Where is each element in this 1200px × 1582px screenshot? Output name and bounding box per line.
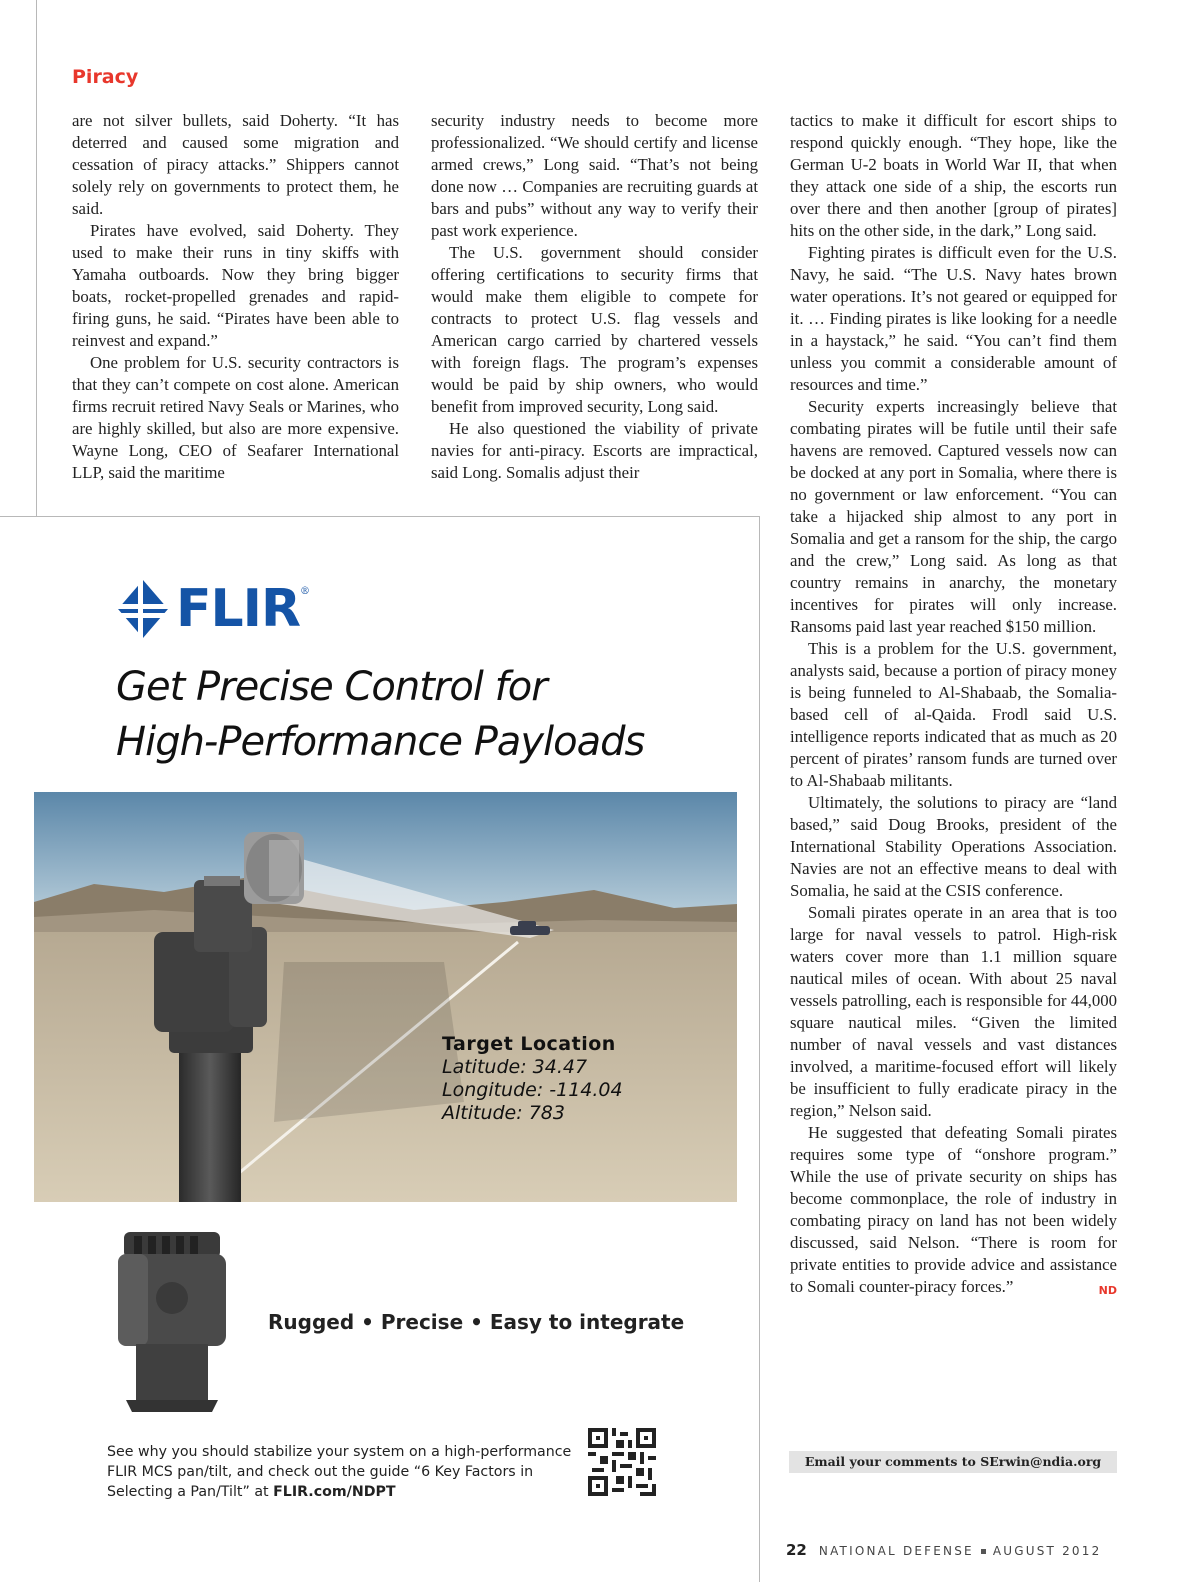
- publication-name: NATIONAL DEFENSE: [818, 1544, 974, 1558]
- paragraph: Security experts increasingly believe that combating pirates will be futile until their safe havens are removed. Captured vessels now can be docked at any port in Somalia, where there is no government or law enforcement. “You can take a hijacked ship almost to any port in Somalia and get a ransom for the ship, the cargo and the crew,” Long said. As long as that country remains in anarchy, the monetary incentives for pirates will only increase. Ransoms paid last year reached $150 million.: [790, 397, 1117, 636]
- ad-url-link[interactable]: FLIR.com/NDPT: [273, 1484, 396, 1500]
- left-rule: [36, 0, 37, 517]
- article-column-1: [72, 110, 399, 484]
- qr-code[interactable]: [588, 1428, 656, 1496]
- email-link[interactable]: SErwin@ndia.org: [980, 1454, 1102, 1469]
- paragraph: Fighting pirates is difficult even for the U.S. Navy, he said. “The U.S. Navy hates brown water operations. It’s not geared or equipped for it. … Finding pirates is like looking for a needle in a haystack,” he said. “You can’t find them unless you commit a considerable amount of resources and time.”: [790, 243, 1117, 394]
- flir-diamond-icon: [116, 578, 170, 640]
- separator-square: [981, 1549, 986, 1554]
- ad-body-copy: [107, 1442, 587, 1502]
- ad-headline-line-1: Get Precise Control for: [116, 664, 547, 710]
- target-location-title: Target Location: [442, 1033, 616, 1055]
- paragraph: One problem for U.S. security contractors is that they can’t compete on cost alone. American firms recruit retired Navy Seals or Marines, who are highly skilled, but also are more expensive. Wayne Long, CEO of Seafarer International LLP, said the maritime: [72, 353, 399, 482]
- page-number: 22: [786, 1541, 807, 1559]
- ad-border-right: [759, 516, 760, 1582]
- paragraph: Ultimately, the solutions to piracy are “land based,” said Doug Brooks, president of the International Stability Operations Association. Navies are not an effective means to deal with Somalia, he said at the CSIS conference.: [790, 793, 1117, 900]
- paragraph-text: He suggested that defeating Somali pirates requires some type of “onshore program.” While the use of private security on ships has become commonplace, the role of industry in combating piracy on land has not been widely discussed, said Nelson. “There is room for private entities to provide advice and assistance to Somali counter-piracy forces.”: [790, 1123, 1117, 1296]
- scene-illustration: [34, 792, 737, 1202]
- flir-logo: [116, 578, 356, 640]
- ad-border-top: [0, 516, 760, 517]
- article-column-2: [431, 110, 758, 484]
- ad-copy-line-1: See why you should stabilize your system on a high-performance: [107, 1444, 572, 1460]
- paragraph: The U.S. government should consider offering certifications to security firms that would make them eligible to compete for contracts to protect U.S. flag vessels and American cargo carried by chartered vessels with foreign flags. The program’s expenses would be paid by ship owners, who would benefit from improved security, Long said.: [431, 243, 758, 416]
- paragraph: Somali pirates operate in an area that is too large for naval vessels to patrol. High-risk waters cover more than 1.1 million square nautical miles of ocean. With about 25 naval vessels patrolling, each is responsible for 44,000 square nautical miles. “Given the limited number of naval vessels and vast distances involved, a maritime-focused effort will likely be insufficient to fully eradicate piracy in the region,” Nelson said.: [790, 903, 1117, 1120]
- flir-wordmark: FLIR: [176, 579, 301, 639]
- paragraph: He also questioned the viability of private navies for anti-piracy. Escorts are impractical, said Long. Somalis adjust their: [431, 419, 758, 482]
- article-column-3: [790, 110, 1117, 1302]
- ad-headline-line-2: High-Performance Payloads: [116, 719, 645, 765]
- pan-tilt-product-image: [108, 1226, 238, 1416]
- paragraph: [790, 1122, 1117, 1298]
- paragraph: This is a problem for the U.S. government, analysts said, because a portion of piracy money is being funneled to Al-Shabaab, the Somalia-based cell of al-Qaida. Frodl said U.S. intelligence reports indicated that as much as 20 percent of pirates’ ransom funds are turned over to Al-Shabaab militants.: [790, 639, 1117, 790]
- paragraph: Pirates have evolved, said Doherty. They used to make their runs in tiny skiffs with Yamaha outboards. Now they bring bigger boats, rocket-propelled grenades and rapid-firing guns, he said. “Pirates have been able to reinvest and expand.”: [72, 221, 399, 350]
- target-longitude: Longitude: -114.04: [442, 1079, 623, 1101]
- qr-code-icon: [588, 1428, 656, 1496]
- target-location-overlay: [442, 1032, 702, 1125]
- ad-copy-line-3-text: Selecting a Pan/Tilt” at: [107, 1484, 274, 1500]
- issue-date: AUGUST 2012: [992, 1544, 1102, 1558]
- ad-headline: [116, 660, 736, 770]
- ad-copy-line-3: [107, 1482, 587, 1502]
- page-footer: [786, 1541, 1101, 1559]
- end-mark: ND: [1098, 1284, 1117, 1297]
- ad-copy-line-2: FLIR MCS pan/tilt, and check out the guide “6 Key Factors in: [107, 1464, 534, 1480]
- target-altitude: Altitude: 783: [442, 1102, 565, 1124]
- paragraph: security industry needs to become more professionalized. “We should certify and license armed crews,” Long said. “That’s not being done now … Companies are recruiting guards at bars and pubs” without any way to verify their past work experience.: [431, 111, 758, 240]
- registered-mark: ®: [300, 586, 311, 597]
- paragraph: tactics to make it difficult for escort ships to respond quickly enough. “They hope, like the German U-2 boats in World War II, that when they attack one side of a ship, the escorts run over there and then another [group of pirates] hits on the other side, in the dark,” Long said.: [790, 111, 1117, 240]
- target-latitude: Latitude: 34.47: [442, 1056, 588, 1078]
- pan-tilt-unit-illustration: [108, 1226, 238, 1416]
- email-comments-box: [789, 1451, 1117, 1473]
- pan-tilt-scene-image: [34, 792, 737, 1202]
- ad-tagline: Rugged • Precise • Easy to integrate: [268, 1310, 685, 1334]
- paragraph: are not silver bullets, said Doherty. “It has deterred and caused some migration and cessation of piracy attacks.” Shippers cannot solely rely on governments to protect them, he said.: [72, 111, 399, 218]
- email-prefix: Email your comments to: [804, 1454, 981, 1469]
- section-label: Piracy: [72, 66, 139, 88]
